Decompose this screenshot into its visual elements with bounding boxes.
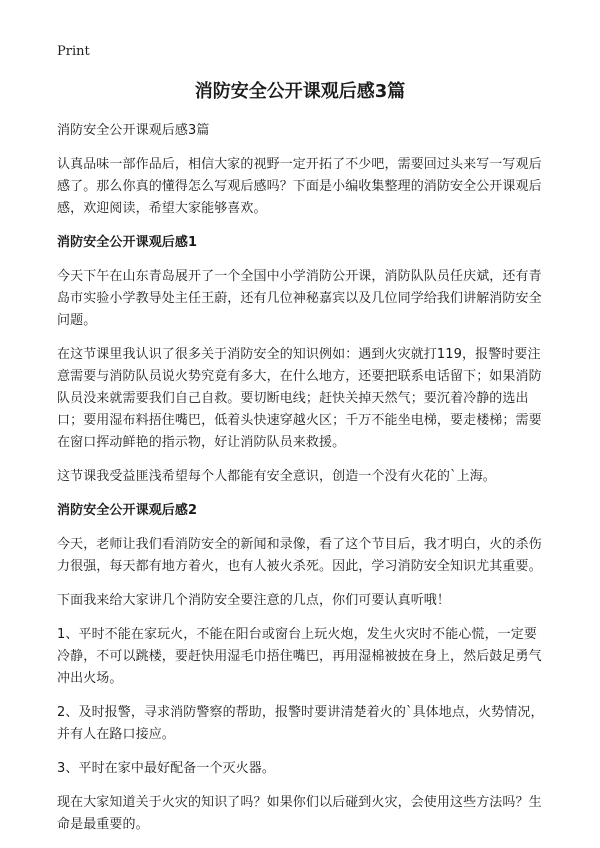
section-2-paragraph: 今天，老师让我们看消防安全的新闻和录像，看了这个节目后，我才明白，火的杀伤力很强，每天都有地方着火，也有人被火杀死。因此，学习消防安全知识尤其重要。 [57,537,542,574]
section-1-paragraph: 在这节课里我认识了很多关于消防安全的知识例如：遇到火灾就打119，报警时要注意需要与消防队员说火势究竟有多大，在什么地方，还要把联系电话留下；如果消防队员没来就需要我们自己自救。要切断电线；赶快关掉天然气；要沉着冷静的选出口；要用湿布料捂住嘴巴，低着头快速穿越火区；千万不能坐电梯，要走楼梯；需要在窗口挥动鲜艳的指示物，好让消防队员来救援。 [57,347,542,450]
section-1-paragraph: 今天下午在山东青岛展开了一个全国中小学消防公开课，消防队队员任庆斌，还有青岛市实验小学教导处主任王蔚，还有几位神秘嘉宾以及几位同学给我们讲解消防安全问题。 [57,269,542,328]
section-1-paragraph: 这节课我受益匪浅希望每个人都能有安全意识，创造一个没有火花的`上海。 [57,469,496,484]
section-2-paragraph: 2、及时报警，寻求消防警察的帮助，报警时要讲清楚着火的`具体地点，火势情况，并有人在路口接应。 [57,705,544,742]
section-heading-2: 消防安全公开课观后感2 [57,503,198,518]
section-2-paragraph: 下面我来给大家讲几个消防安全要注意的几点，你们可要认真听哦！ [57,593,451,608]
page-title: 消防安全公开课观后感3篇 [194,81,406,102]
section-2-paragraph: 现在大家知道关于火灾的知识了吗？如果你们以后碰到火灾，会使用这些方法吗？生命是最重要的。 [57,795,542,832]
section-2-paragraph: 1、平时不能在家玩火，不能在阳台或窗台上玩火炮，发生火灾时不能心慌，一定要冷静，不可以跳楼，要赶快用湿毛巾捂住嘴巴，再用湿棉被披在身上，然后鼓足勇气冲出火场。 [57,627,542,686]
section-heading-1: 消防安全公开课观后感1 [57,235,198,250]
intro-paragraph: 认真品味一部作品后，相信大家的视野一定开拓了不少吧，需要回过头来写一写观后感了。那么你真的懂得怎么写观后感吗？下面是小编收集整理的消防安全公开课观后感，欢迎阅读，希望大家能够喜欢。 [57,157,542,216]
article-subtitle: 消防安全公开课观后感3篇 [57,123,210,138]
article-body [57,120,544,848]
section-2-paragraph: 3、平时在家中最好配备一个灭火器。 [57,761,275,776]
print-link[interactable]: Print [57,44,90,59]
